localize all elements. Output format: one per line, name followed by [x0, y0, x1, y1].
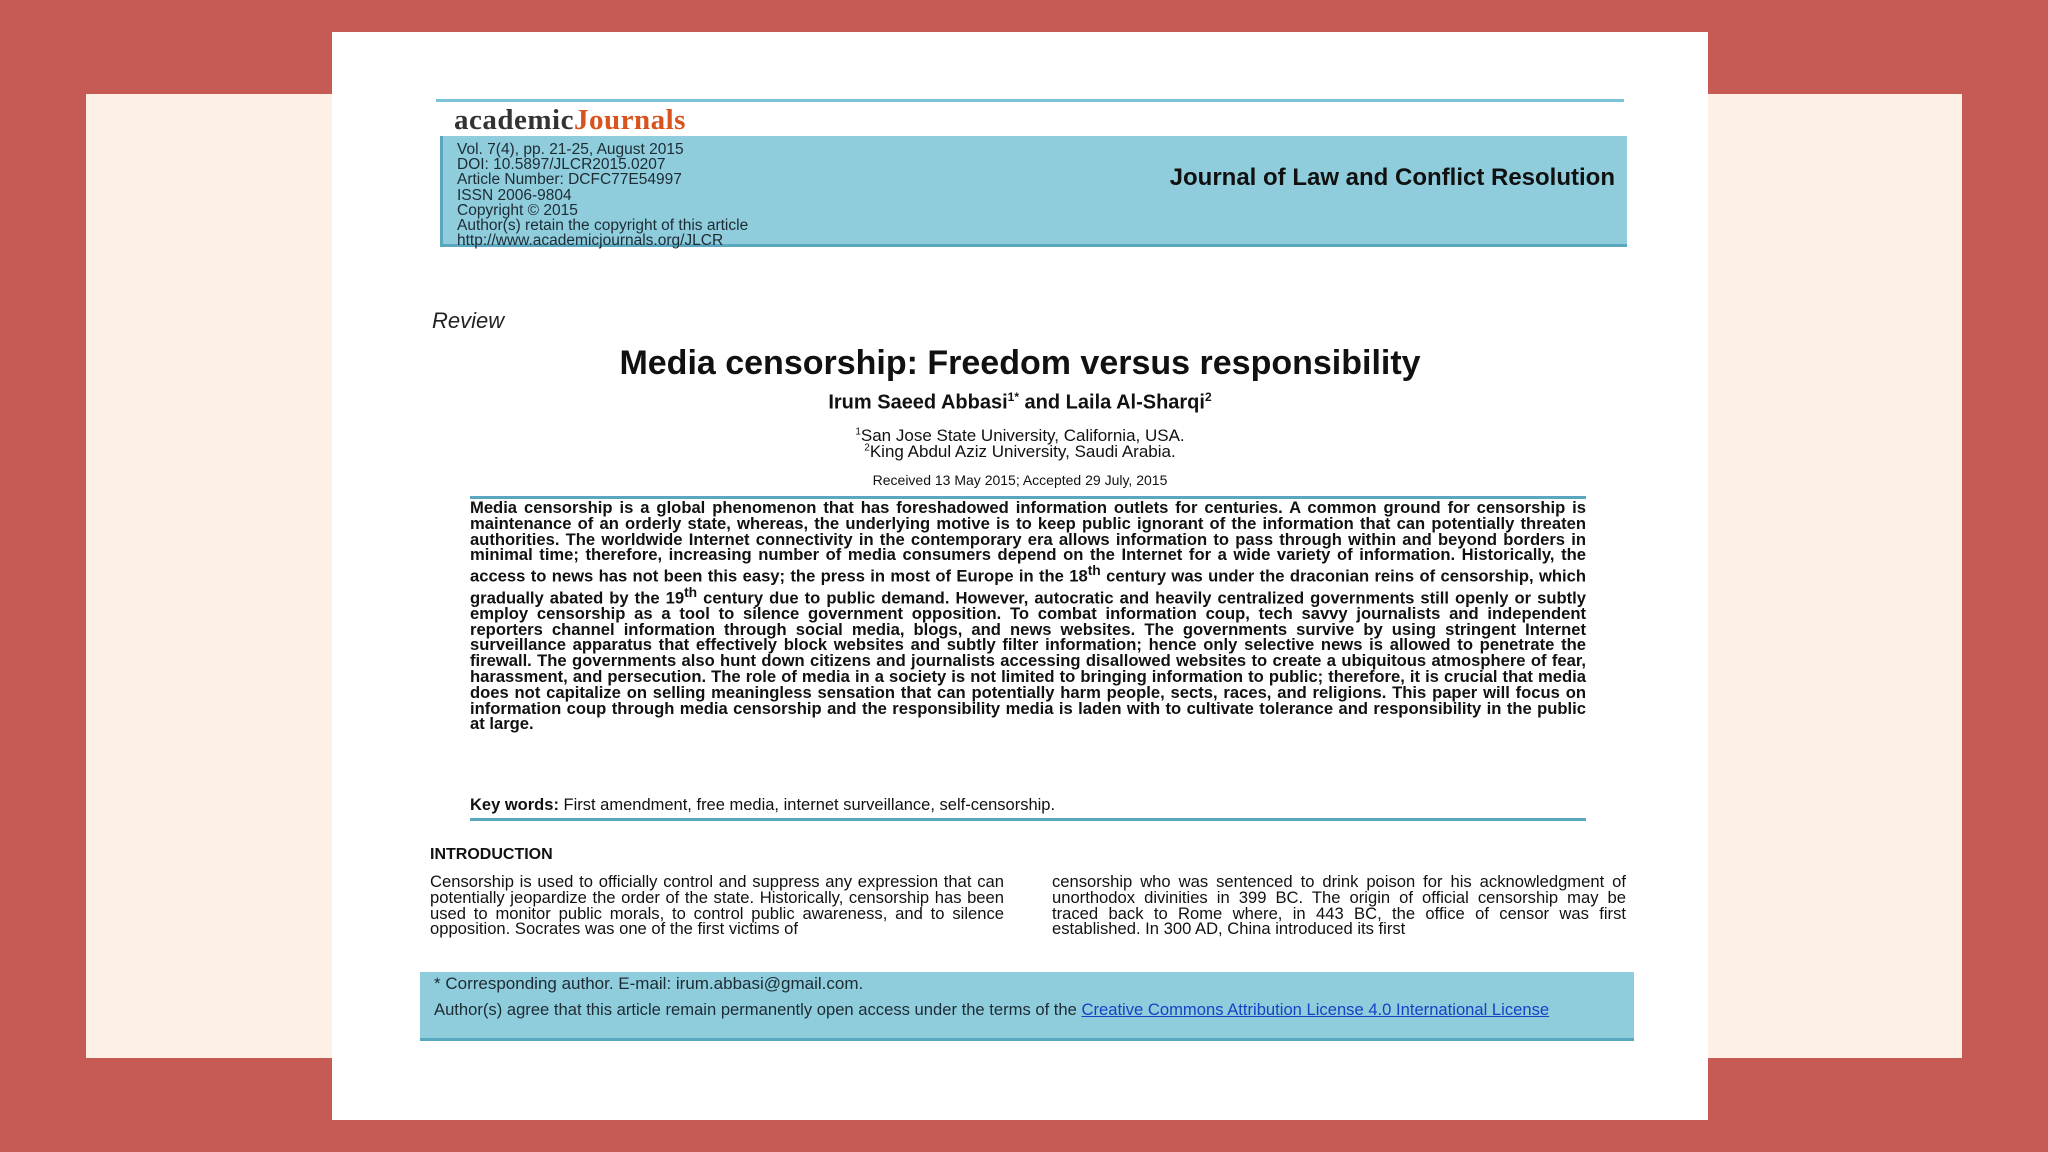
affiliation-2: $^2$King Abdul Aziz University, Saudi Arabia. — [864, 442, 1176, 461]
affiliation-1: $^1$San Jose State University, California, USA. — [855, 426, 1185, 445]
received-dates: Received 13 May 2015; Accepted 29 July, 2015 — [872, 472, 1168, 488]
corresponding-author: * Corresponding author. E-mail: irum.abbasi@gmail.com. — [434, 974, 864, 993]
body-column-left: Censorship is used to officially control and suppress any expression that can potentially jeopardize the order of the state. Historically, censorship has been used to monitor public morals, to control public awareness, and to silence opposition. Socrates was one of the first victims of — [430, 872, 1004, 939]
meta-doi: DOI: 10.5897/JLCR2015.0207 — [457, 156, 666, 174]
section-heading-introduction: INTRODUCTION — [430, 846, 553, 863]
abstract-rule-bottom — [470, 818, 1586, 821]
body-column-right: censorship who was sentenced to drink poison for his acknowledgment of unorthodox divinities in 399 BC. The origin of official censorship may be traced back to Rome where, in 443 BC, the office of censor was first established. In 300 AD, China introduced its first — [1052, 872, 1626, 939]
meta-copyright: Copyright © 2015 — [457, 201, 578, 219]
article-type-label: Review — [432, 308, 505, 333]
footnote-box — [420, 972, 1634, 1041]
license-statement: Author(s) agree that this article remain permanently open access under the terms of the Creative Commons Attribution License 4.0 International License — [434, 1000, 1550, 1019]
abstract: Media censorship is a global phenomenon that has foreshadowed information outlets for centuries. A common ground for censorship is maintenance of an orderly state, whereas, the underlying motive is to keep public ignorant of the information that can potentially threaten authorities. The worldwide Internet connectivity in the contemporary era allows information to pass through within and beyond borders in minimal time; therefore, increasing number of media consumers depend on the Internet for a wide variety of information. Historically, the access to news has not been this easy; the press in most of Europe in the 18th century was under the draconian reins of censorship, which gradually abated by the 19th century due to public demand. However, autocratic and heavily centralized governments still openly or subtly employ censorship as a tool to silence government opposition. To combat information coup, tech savvy journalists and independent reporters channel information through social media, blogs, and news websites. The governments survive by using stringent Internet surveillance apparatus that effectively block websites and subtly filter information; hence only selective news is allowed to penetrate the firewall. The governments also hunt down citizens and journalists accessing disallowed websites to create a ubiquitous atmosphere of fear, harassment, and persecution. The role of media in a society is not limited to bringing information to public; therefore, it is crucial that media does not capitalize on selling meaningless sensation that can potentially harm people, sects, races, and religions. This paper will focus on information coup through media censorship and the responsibility media is laden with to cultivate tolerance and responsibility in the public at large. — [470, 498, 1586, 734]
brand-rule — [436, 99, 1624, 102]
meta-url: http://www.academicjournals.org/JLCR — [457, 232, 724, 250]
license-link[interactable]: Creative Commons Attribution License 4.0 International License — [1081, 1000, 1550, 1019]
paper-page — [332, 32, 1708, 1120]
meta-rights: Author(s) retain the copyright of this article — [457, 217, 749, 235]
author-line: Irum Saeed Abbasi$^{1*}$ and Laila Al-Sharqi$^2$ — [828, 390, 1212, 414]
journal-name: Journal of Law and Conflict Resolution — [1169, 164, 1615, 191]
paper-title: Media censorship: Freedom versus responsibility — [619, 344, 1421, 382]
keywords: Key words: First amendment, free media, internet surveillance, self-censorship. — [470, 796, 1056, 814]
meta-list — [457, 142, 748, 248]
meta-article-number: Article Number: DCFC77E54997 — [457, 171, 682, 189]
meta-issn: ISSN 2006-9804 — [457, 186, 572, 204]
author-name: Irum Saeed Abbasi — [828, 391, 1008, 414]
meta-volume: Vol. 7(4), pp. 21-25, August 2015 — [457, 141, 684, 158]
publisher-logo: academicJournals — [454, 104, 686, 136]
article-meta-box — [440, 136, 1627, 250]
author-name: Laila Al-Sharqi — [1065, 391, 1205, 414]
